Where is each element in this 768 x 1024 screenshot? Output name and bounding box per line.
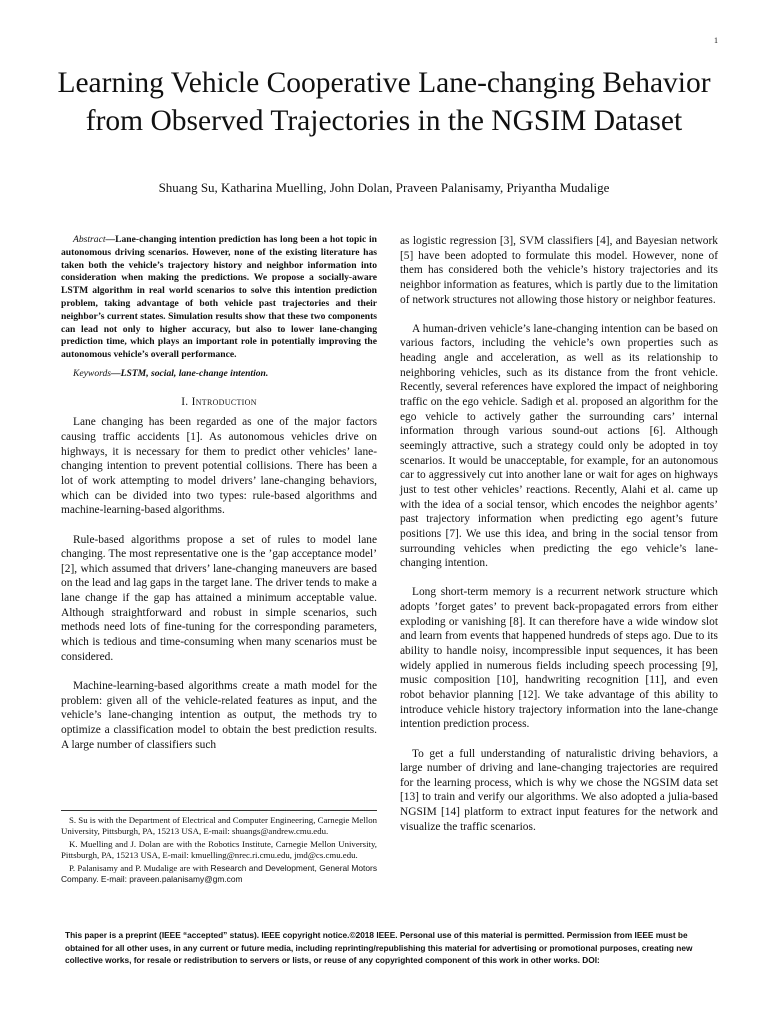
- paragraph: To get a full understanding of naturalistic driving behaviors, a large number of driving and lane-changing trajectories are required for the learning process, which is why we chose the NGSIM data set [13] to train and verify our algorithms. We also adopted a julia-based NGSIM [14] platform to extract input features for the network and visualize the traffic scenarios.: [400, 747, 718, 833]
- paragraph: A human-driven vehicle’s lane-changing intention can be based on various factors, including the vehicle’s own properties such as heading angle and acceleration, as well as its relationship to neighboring vehicles, such as its distance from the front vehicle. Recently, several references have explored the impact of neighboring traffic on the ego vehicle. Sadigh et al. proposed an algorithm for the ego vehicle to actively gather the surrounding cars’ internal information through various sound-out actions [6]. Although seemingly attractive, such a strategy could only be adopted in toy scenarios. It would be unacceptable, for example, for an autonomous car to aggressively cut into another lane or wait for ages on highways just to test other vehicles’ reactions. Recently, Alahi et al. came up with the idea of a social tensor, which encodes the neighbor agents’ past trajectory information when predicting ego agent’s future positions [7]. We use this idea, and bring in the social tensor from surrounding vehicles when predicting the ego vehicle’s lane-changing intention.: [400, 322, 718, 570]
- keywords-text: —LSTM, social, lane-change intention.: [111, 367, 269, 379]
- footnote: S. Su is with the Department of Electrical and Computer Engineering, Carnegie Mellon University, Pittsburgh, PA, 15213 USA, E-mail: shuangs@andrew.cmu.edu.: [61, 815, 377, 837]
- footnote-affiliation: Research and Development, General Motors Company. E-mail: praveen.palanisamy@gm.com: [61, 862, 378, 885]
- right-column: [400, 234, 718, 834]
- author-footnotes: [61, 810, 377, 886]
- keywords: [61, 368, 377, 381]
- section-heading-introduction: [61, 395, 377, 410]
- footnote-lead: P. Palanisamy and P. Mudalige are with: [69, 862, 211, 873]
- left-column: [61, 234, 377, 752]
- paragraph: Lane changing has been regarded as one of the major factors causing traffic accidents [1]. As autonomous vehicles drive on highways, it is necessary for them to predict other vehicles’ lane-changing intention to prevent potential collisions. There has been a lot of work attempting to model drivers’ lane-changing behaviors, which can be divided into two types: rule-based algorithms and machine-learning-based algorithms.: [61, 416, 377, 517]
- section-title: Introduction: [191, 395, 257, 408]
- paragraph: Rule-based algorithms propose a set of rules to model lane changing. The most representative one is the ’gap acceptance model’ [2], which assumed that drivers’ lane-changing maneuvers are based on the lead and lag gaps in the target lane. The driver tends to make a lane change if the gap has attained a minimum acceptable value. Although straightforward and robust in simple scenarios, such methods need lots of fine-tuning for the corresponding parameters, which is tedious and time-consuming when many scenarios must be considered.: [61, 533, 377, 663]
- paper-title: Learning Vehicle Cooperative Lane-changing Behavior from Observed Trajectories in the NGSIM Dataset: [57, 67, 711, 137]
- footnote: [61, 863, 377, 886]
- author-list: Shuang Su, Katharina Muelling, John Dolan, Praveen Palanisamy, Priyantha Mudalige: [158, 180, 610, 195]
- abstract-text: —Lane-changing intention prediction has long been a hot topic in autonomous driving scenarios. However, none of the existing literature has taken both the vehicle’s trajectory history and neighbor information into consideration when making the predictions. We propose a socially-aware LSTM algorithm in real world scenarios to solve this intention prediction problem, taking advantage of both vehicle past trajectories and their neighbor’s current states. Simulation results show that these two components can lead not only to higher accuracy, but also to lower lane-changing prediction time, which plays an important role in potentially improving the autonomous vehicle’s overall performance.: [61, 234, 377, 361]
- footnote: K. Muelling and J. Dolan are with the Robotics Institute, Carnegie Mellon University, Pittsburgh, PA, 15213 USA, E-mail: kmuelling@nrec.ri.cmu.edu, jmd@cs.cmu.edu.: [61, 838, 377, 861]
- paragraph: Long short-term memory is a recurrent network structure which adopts ’forget gates’ to prevent back-propagated errors from either exploding or vanishing [8]. It can therefore have a wide window slot and learn from events that happened hundreds of steps ago. Due to its ability to handle noisy, incompressible input sequences, it has been widely applied in numerous fields including speech processing [9], music composition [10], handwriting recognition [11], and even robot behavior planning [12]. We take advantage of this ability to introduce vehicle history trajectory information into the lane-change intention prediction process.: [400, 586, 718, 731]
- paragraph: Machine-learning-based algorithms create a math model for the problem: given all of the vehicle-related features as input, and the vehicle’s lane-changing intention as output, the methods try to optimize a classification model to obtain the best prediction results. A large number of classifiers such: [61, 679, 377, 751]
- abstract-lead: Abstract: [73, 234, 106, 245]
- abstract: [61, 234, 377, 362]
- keywords-lead: Keywords: [73, 367, 112, 379]
- page-number: 1: [714, 36, 718, 45]
- copyright-notice: This paper is a preprint (IEEE “accepted” status). IEEE copyright notice.©2018 IEEE. Personal use of this material is permitted. Permission from IEEE must be obtained for all other uses, in any current or future media, including reprinting/republishing this material for advertising or promotional purposes, creating new collective works, for resale or redistribution to servers or lists, or reuse of any copyrighted component of this work in other works. DOI:: [65, 930, 693, 966]
- section-number: I.: [181, 395, 189, 408]
- paragraph: as logistic regression [3], SVM classifiers [4], and Bayesian network [5] have been adopted to formulate this model. However, none of them has considered both the vehicle’s history trajectories and its neighbor information as features, which is partly due to the limitation of network structures not allowing those history or neighbor features.: [400, 235, 718, 306]
